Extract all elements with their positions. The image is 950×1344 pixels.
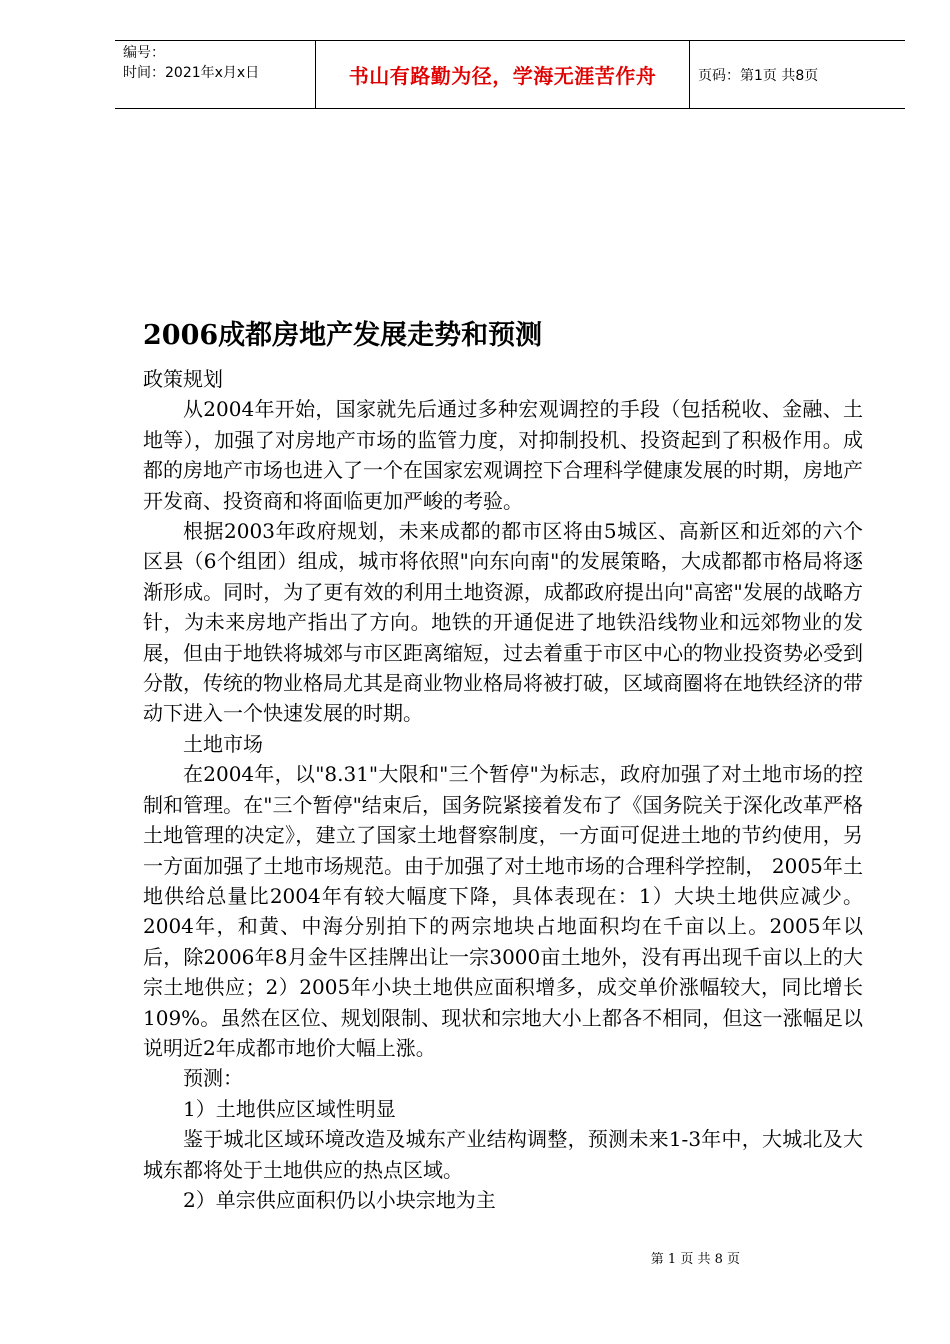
paragraph: 根据2003年政府规划，未来成都的都市区将由5城区、高新区和近郊的六个区县（6个组团）组成，城市将依照"向东向南"的发展策略，大成都都市格局将逐渐形成。同时，为了更有效的利用土地资源，成都政府提出向"高密"发展的战略方针，为未来房地产指出了方向。地铁的开通促进了地铁沿线物业和远郊物业的发展，但由于地铁将城郊与市区距离缩短，过去着重于市区中心的物业投资势必受到分散，传统的物业格局尤其是商业物业格局将被打破，区域商圈将在地铁经济的带动下进入一个快速发展的时期。 (143, 519, 863, 726)
page-footer (0, 1248, 950, 1267)
header-motto-cell (316, 41, 690, 108)
header-table (115, 40, 905, 109)
list-item-heading: 2）单宗供应面积仍以小块宗地为主 (183, 1187, 496, 1212)
document-title: 2006成都房地产发展走势和预测 (143, 320, 543, 351)
section-heading-land-market: 土地市场 (183, 731, 263, 756)
header-page-cell (690, 41, 905, 108)
header-page-info: 页码：第1页 共8页 (698, 67, 819, 84)
paragraph: 鉴于城北区域环境改造及城东产业结构调整，预测未来1-3年中，大城北及大城东都将处于土地供应的热点区域。 (143, 1127, 863, 1182)
paragraph: 从2004年开始，国家就先后通过多种宏观调控的手段（包括税收、金融、土地等），加强了对房地产市场的监管力度，对抑制投机、投资起到了积极作用。成都的房地产市场也进入了一个在国家宏观调控下合理科学健康发展的时期，房地产开发商、投资商和将面临更加严峻的考验。 (143, 397, 863, 513)
paragraph: 在2004年，以"8.31"大限和"三个暂停"为标志，政府加强了对土地市场的控制和管理。在"三个暂停"结束后，国务院紧接着发布了《国务院关于深化改革严格土地管理的决定》，建立了国家土地督察制度，一方面可促进土地的节约使用，另一方面加强了土地市场规范。由于加强了对土地市场的合理科学控制， 2005年土地供给总量比2004年有较大幅度下降，具体表现在：1）大块土地供应减少。2004年，和黄、中海分别拍下的两宗地块占地面积均在千亩以上。2005年以后，除2006年8月金牛区挂牌出让一宗3000亩土地外，没有再出现千亩以上的大宗土地供应；2）2005年小块土地供应面积增多，成交单价涨幅较大，同比增长109%。虽然在区位、规划限制、现状和宗地大小上都各不相同，但这一涨幅足以说明近2年成都市地价大幅上涨。 (143, 762, 863, 1060)
list-item-heading: 1）土地供应区域性明显 (183, 1096, 396, 1121)
time-label: 时间：2021年x月x日 (123, 65, 260, 81)
serial-label: 编号： (123, 45, 165, 61)
header-meta-cell (115, 41, 316, 108)
footer-page-number: 第 1 页 共 8 页 (650, 1252, 740, 1267)
document-body (143, 364, 863, 1215)
section-heading-forecast: 预测： (183, 1066, 243, 1091)
section-heading-policy: 政策规划 (143, 367, 223, 391)
motto-text: 书山有路勤为径，学海无涯苦作舟 (348, 64, 657, 88)
